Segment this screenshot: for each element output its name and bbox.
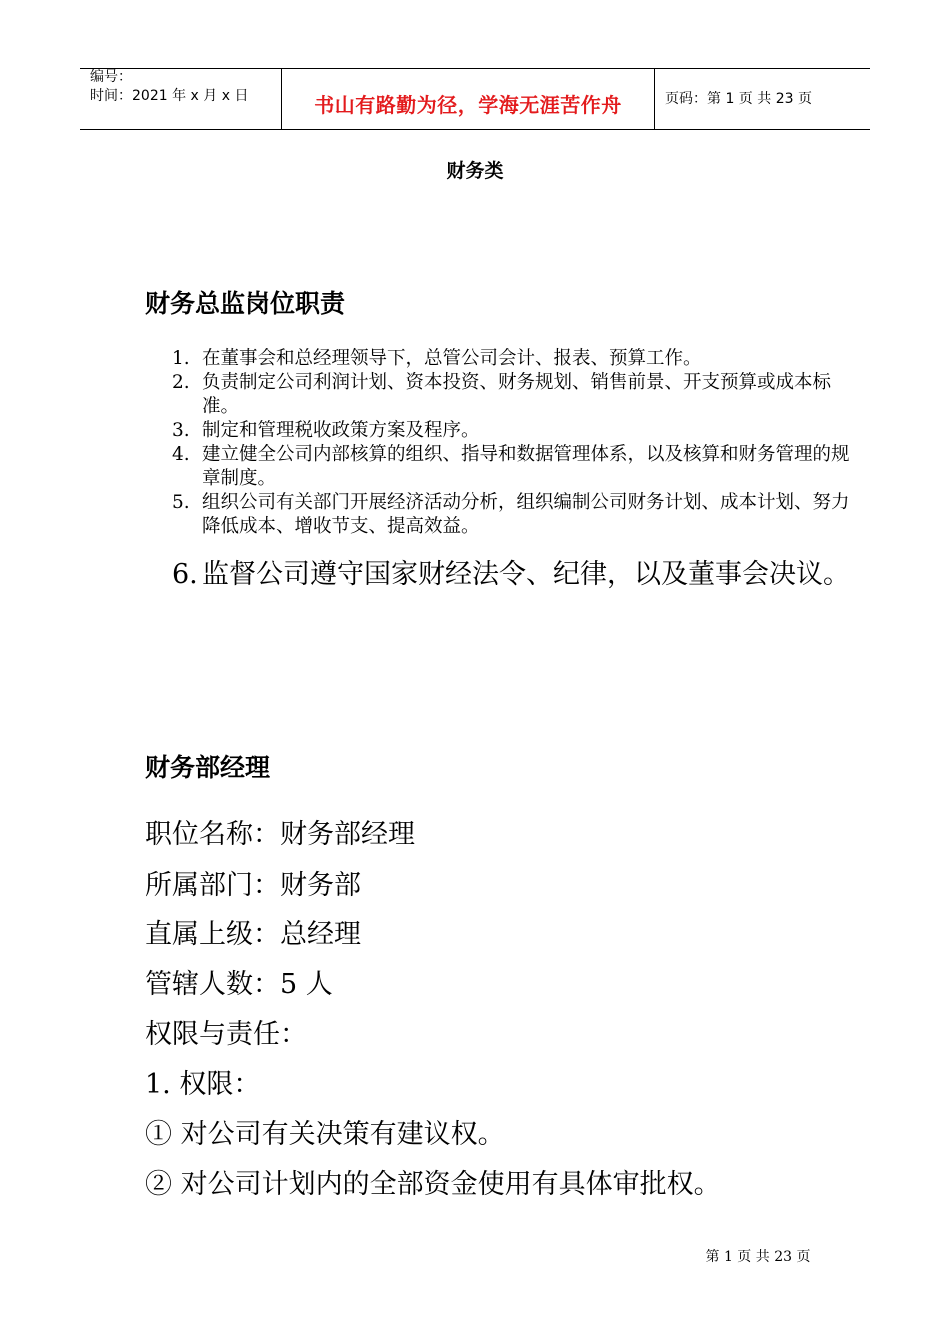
authority-heading: 权限与责任： — [145, 1019, 307, 1050]
header-right-cell — [655, 69, 870, 129]
list-item — [172, 371, 852, 419]
list-item — [172, 419, 852, 443]
header-center-cell — [282, 69, 655, 129]
list-item-text: 负责制定公司利润计划、资本投资、财务规划、销售前景、开支预算或成本标准。 — [202, 372, 832, 417]
list-item-text: 监督公司遵守国家财经法令、纪律，以及董事会决议。 — [202, 559, 850, 590]
list-item-text: 在董事会和总经理领导下，总管公司会计、报表、预算工作。 — [202, 348, 702, 369]
list-item-number: 6. — [172, 559, 198, 590]
list-item-text: 制定和管理税收政策方案及程序。 — [202, 420, 480, 441]
category-title: 财务类 — [446, 160, 504, 182]
authority-subheading: 1. 权限： — [145, 1069, 261, 1100]
section-title-cfo: 财务总监岗位职责 — [145, 289, 346, 318]
list-item-text: 建立健全公司内部核算的组织、指导和数据管理体系，以及核算和财务管理的规章制度。 — [202, 444, 850, 489]
header-left-cell — [80, 69, 282, 129]
list-item-number: 1. — [172, 348, 190, 369]
list-item-large — [172, 550, 852, 600]
footer-page-number: 第 1 页 共 23 页 — [705, 1249, 811, 1265]
department-line: 所属部门：财务部 — [145, 870, 361, 901]
header-motto: 书山有路勤为径，学海无涯苦作舟 — [314, 93, 622, 117]
list-item-number: 5. — [172, 492, 190, 513]
position-name-line: 职位名称：财务部经理 — [145, 819, 415, 850]
page-footer — [0, 1246, 950, 1266]
list-item — [172, 347, 852, 371]
list-item — [172, 491, 852, 539]
doc-number-label: 编号： — [90, 69, 132, 85]
list-item-text: 组织公司有关部门开展经济活动分析，组织编制公司财务计划、成本计划、努力降低成本、增收节支、提高效益。 — [202, 492, 850, 537]
doc-time-label: 时间：2021 年 x 月 x 日 — [90, 88, 249, 104]
cfo-duties-list — [172, 347, 852, 539]
authority-item: ① 对公司有关决策有建议权。 — [145, 1119, 505, 1150]
supervisor-line: 直属上级：总经理 — [145, 919, 361, 950]
header-page-info: 页码：第 1 页 共 23 页 — [665, 91, 812, 107]
authority-item: ② 对公司计划内的全部资金使用有具体审批权。 — [145, 1169, 721, 1200]
list-item-number: 2. — [172, 372, 190, 393]
headcount-line: 管辖人数：5 人 — [145, 969, 333, 1000]
section-title-finance-manager: 财务部经理 — [145, 753, 271, 782]
list-item — [172, 443, 852, 491]
list-item-number: 4. — [172, 444, 190, 465]
document-header-table — [80, 68, 870, 130]
list-item-number: 3. — [172, 420, 190, 441]
